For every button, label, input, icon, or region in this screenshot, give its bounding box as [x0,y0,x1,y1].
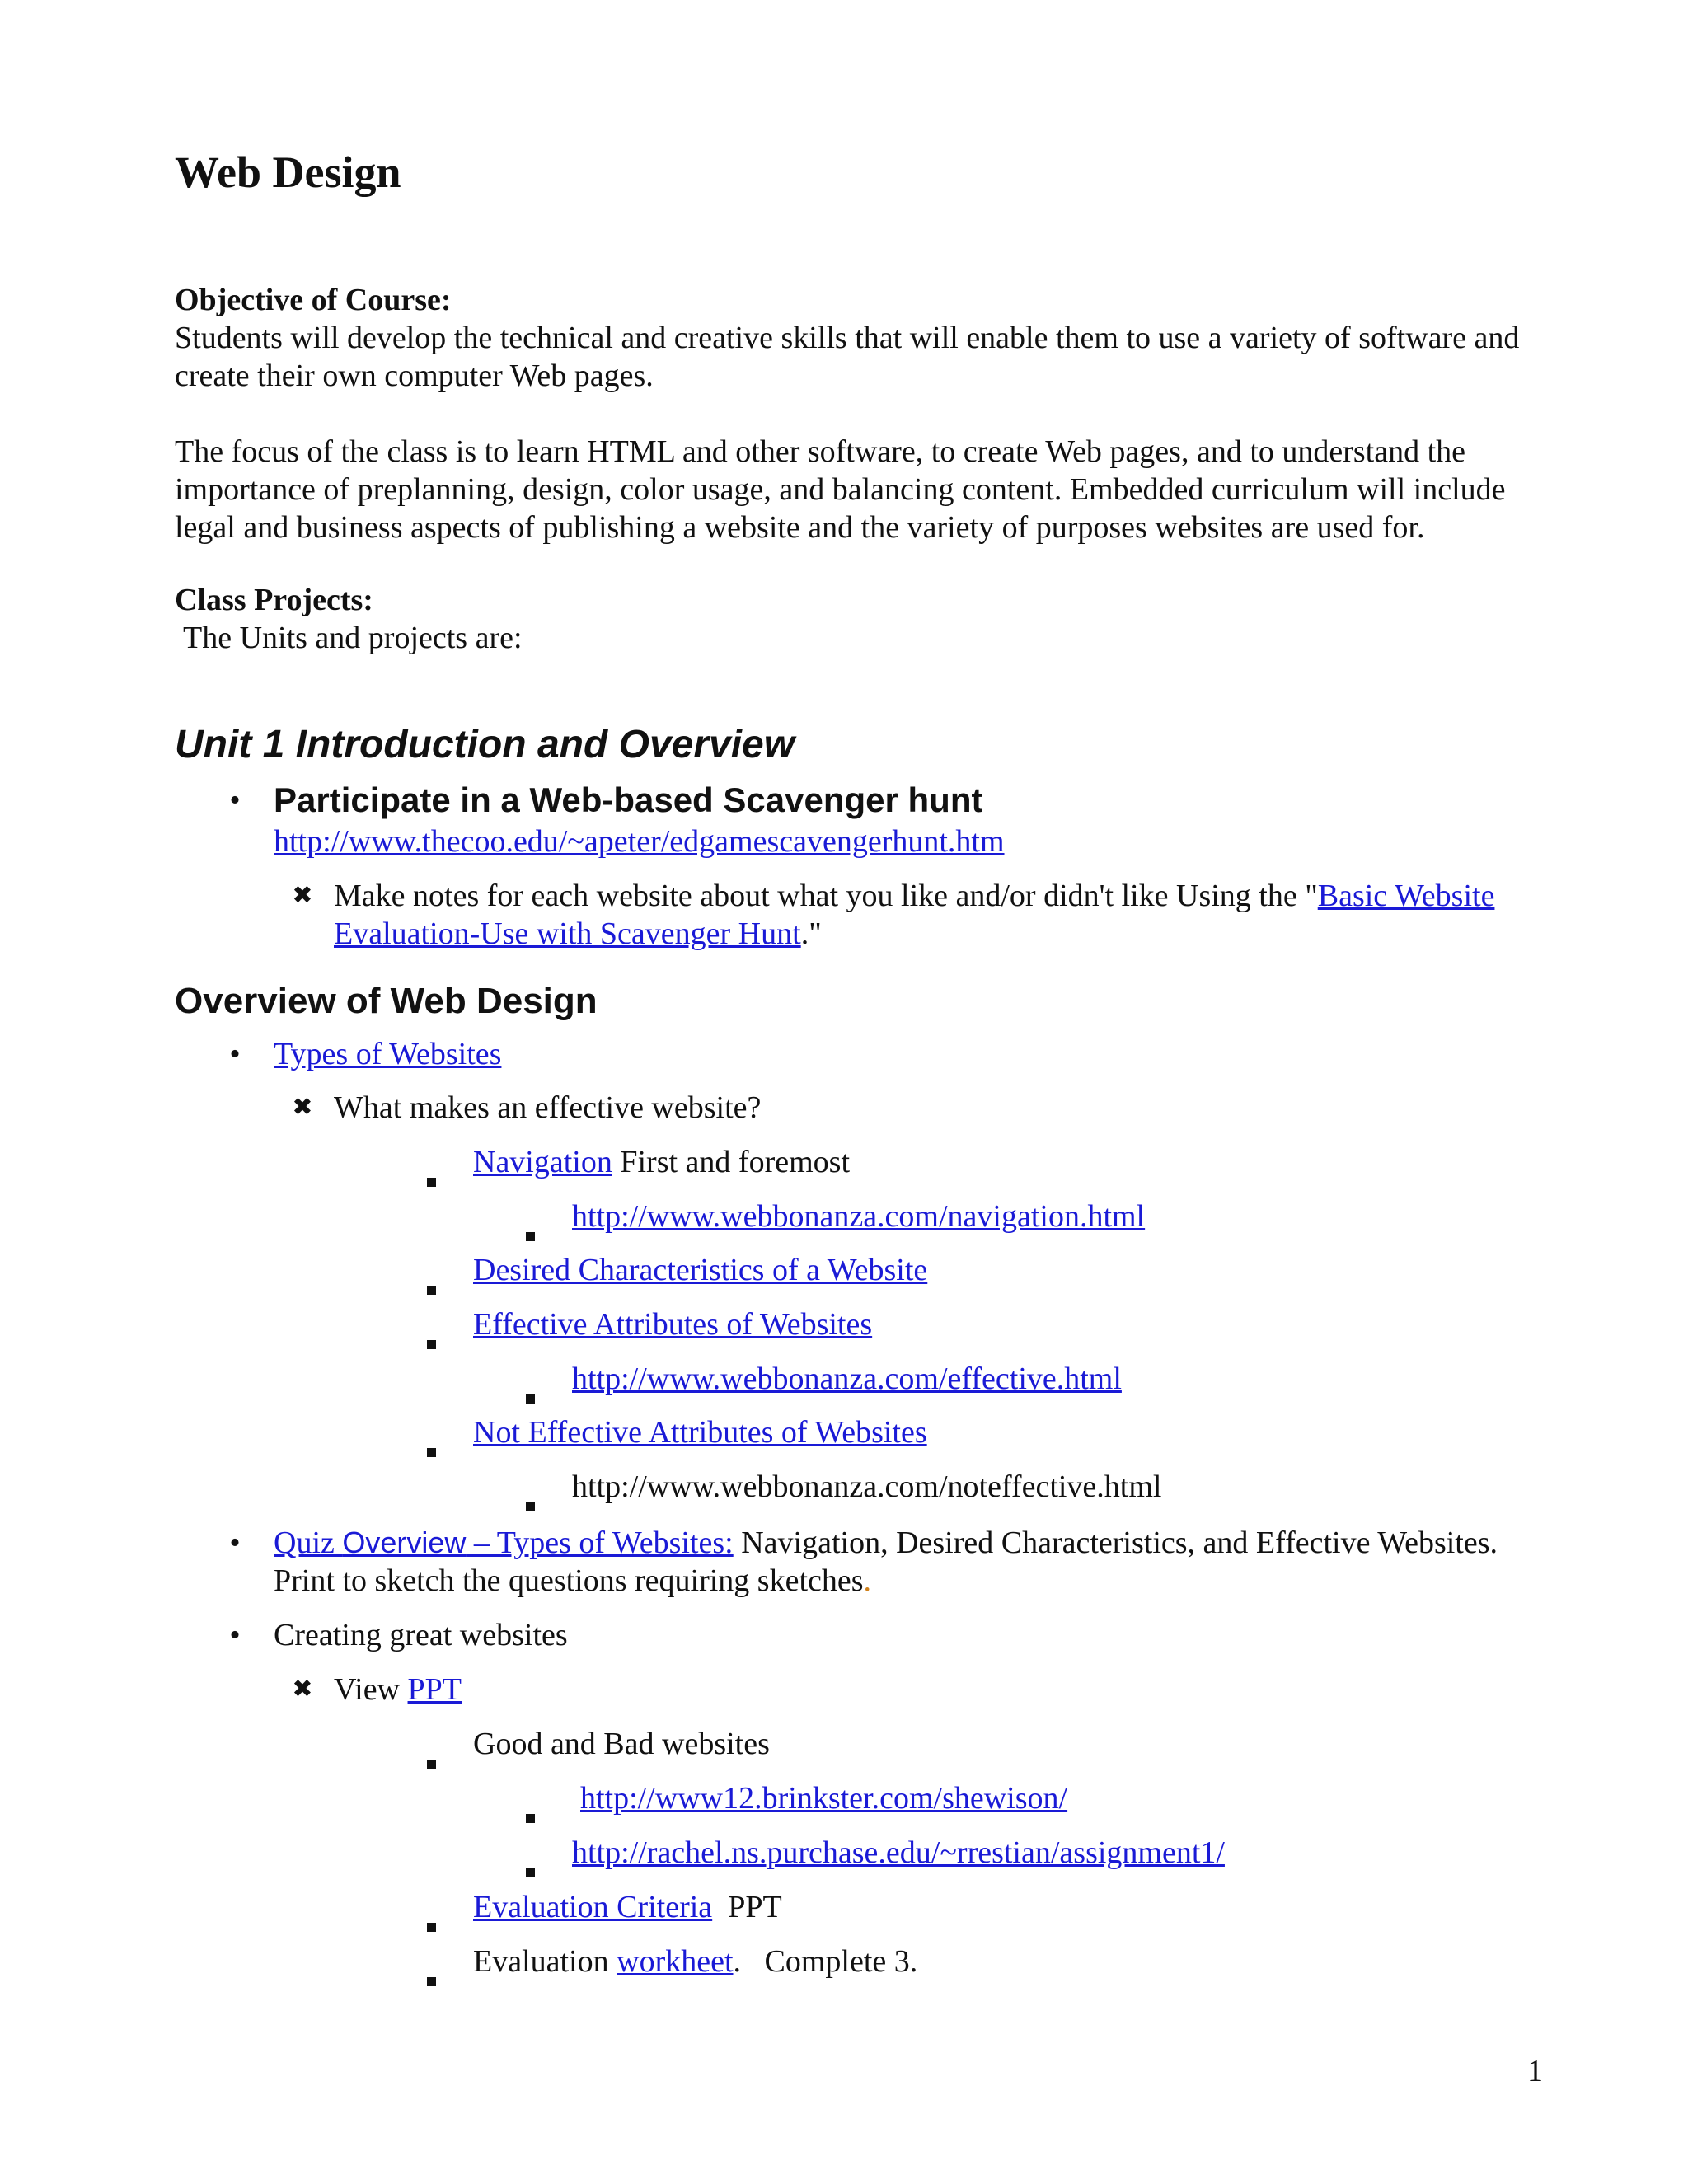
creating-text: Creating great websites [274,1618,568,1652]
square-bullet-icon [419,1320,443,1358]
objective-line-2: create their own computer Web pages. [175,359,654,393]
square-bullet-icon [419,1740,443,1778]
square-bullet-icon [518,1794,542,1832]
square-bullet-icon [419,1957,443,1995]
square-bullet-icon [518,1483,542,1521]
objective-line-1: Students will develop the technical and creative skills that will enable them to use a variety of software and [175,321,1520,355]
square-bullet-icon [518,1849,542,1886]
projects-text: The Units and projects are: [183,621,523,655]
effective-question: What makes an effective website? [334,1090,762,1125]
projects-heading: Class Projects: [175,583,373,617]
basic-website-evaluation-link[interactable]: Basic Website [1317,879,1495,913]
quiz-link-part-1: Quiz [274,1526,343,1560]
good-bad-text: Good and Bad websites [473,1727,770,1761]
not-effective-url-text: http://www.webbonanza.com/noteffective.html [572,1469,1162,1504]
evaluation-criteria-link[interactable]: Evaluation Criteria [473,1890,713,1924]
bullet-dot-icon: • [229,1618,241,1652]
brinkster-url-link[interactable]: http://www12.brinkster.com/shewison/ [580,1781,1068,1816]
notes-line-2 [334,915,822,953]
quiz-line-2 [274,1562,871,1600]
types-of-websites-link[interactable]: Types of Websites [274,1037,502,1071]
cross-bullet-icon: ✖ [292,882,313,909]
focus-line-3: legal and business aspects of publishing a website and the variety of purposes websites are used for. [175,510,1425,545]
cross-bullet-icon: ✖ [292,1094,313,1121]
square-bullet-icon [419,1428,443,1466]
focus-line-2: importance of preplanning, design, color usage, and balancing content. Embedded curriculum will include [175,472,1506,507]
basic-website-evaluation-link-cont[interactable]: Evaluation-Use with Scavenger Hunt [334,916,801,951]
page-number: 1 [1527,2054,1543,2088]
bullet-dot-icon: • [229,783,241,818]
square-bullet-icon [419,1903,443,1941]
ppt-link[interactable]: PPT [407,1672,462,1707]
navigation-link[interactable]: Navigation [473,1145,612,1179]
worksheet-prefix: Evaluation [473,1944,617,1979]
objective-heading: Objective of Course: [175,283,452,317]
quiz-text: Navigation, Desired Characteristics, and Effective Websites. [733,1526,1498,1560]
not-effective-attributes-link[interactable]: Not Effective Attributes of Websites [473,1415,927,1450]
focus-text [175,433,1543,546]
square-bullet-icon [419,1158,443,1196]
quiz-link[interactable] [274,1526,734,1560]
desired-characteristics-link[interactable]: Desired Characteristics of a Website [473,1253,928,1287]
quiz-line-2-text: Print to sketch the questions requiring sketches [274,1563,864,1598]
scavenger-title: Participate in a Web-based Scavenger hunt [274,780,983,819]
scavenger-url-link[interactable]: http://www.thecoo.edu/~apeter/edgamescavengerhunt.htm [274,824,1005,859]
effective-url-link[interactable]: http://www.webbonanza.com/effective.html [572,1361,1122,1396]
effective-attributes-link[interactable]: Effective Attributes of Websites [473,1307,873,1342]
cross-bullet-icon: ✖ [292,1675,313,1703]
quiz-link-part-3: – Types of Websites: [466,1526,734,1560]
unit1-heading: Unit 1 Introduction and Overview [175,723,795,766]
notes-suffix: ." [800,916,822,951]
page-title: Web Design [175,148,401,197]
bullet-dot-icon: • [229,1526,241,1560]
notes-text: Make notes for each website about what you like and/or didn't like Using the " [334,879,1318,913]
square-bullet-icon [419,1266,443,1304]
navigation-text: First and foremost [612,1145,850,1179]
scavenger-url-row [274,823,1005,860]
navigation-url-link[interactable]: http://www.webbonanza.com/navigation.html [572,1199,1146,1234]
worksheet-suffix: . Complete 3. [733,1944,918,1979]
overview-heading: Overview of Web Design [175,981,598,1021]
square-bullet-icon [518,1375,542,1413]
view-text: View [334,1672,408,1707]
focus-line-1: The focus of the class is to learn HTML and other software, to create Web pages, and to understand the [175,434,1466,469]
square-bullet-icon [518,1212,542,1250]
criteria-ppt-text: PPT [712,1890,782,1924]
worksheet-link[interactable]: workheet [617,1944,734,1979]
quiz-link-part-2: Overview [342,1526,467,1559]
bullet-dot-icon: • [229,1037,241,1071]
rachel-url-link[interactable]: http://rachel.ns.purchase.edu/~rrestian/assignment1/ [572,1835,1225,1870]
objective-text [175,319,1543,395]
quiz-line-2-end: . [863,1563,872,1598]
